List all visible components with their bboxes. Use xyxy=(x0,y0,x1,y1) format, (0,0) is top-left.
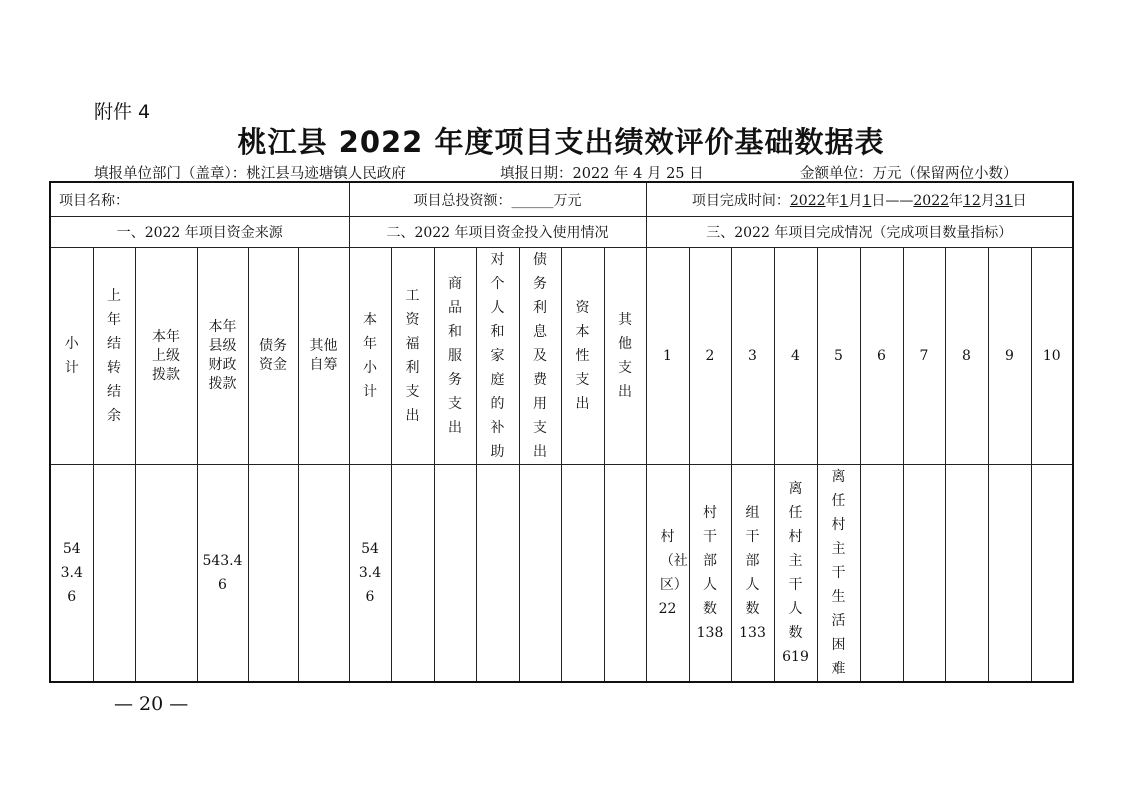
data-cell xyxy=(604,465,646,683)
data-cell xyxy=(519,465,561,683)
data-cell: 组干部人数 133 xyxy=(731,465,774,683)
header-cell: 7 xyxy=(903,248,945,465)
header-cell: 10 xyxy=(1031,248,1073,465)
header-cell: 3 xyxy=(731,248,774,465)
data-cell: 离任村主干人数 619 xyxy=(774,465,817,683)
data-cell xyxy=(248,465,298,683)
data-cell: 村干部人数 138 xyxy=(689,465,731,683)
data-cell xyxy=(434,465,476,683)
data-cell: 543.46 xyxy=(349,465,391,683)
filing-date: 填报日期：2022 年 4 月 25 日 xyxy=(500,166,704,182)
total-investment-cell: 项目总投资额：______万元 xyxy=(349,182,646,217)
header-cell: 本年小计 xyxy=(349,248,391,465)
data-cell xyxy=(298,465,349,683)
data-cell xyxy=(476,465,519,683)
currency-unit: 金额单位：万元（保留两位小数） xyxy=(800,166,1018,182)
data-cell: 543.46 xyxy=(197,465,248,683)
page-number: — 20 — xyxy=(114,693,189,715)
data-cell xyxy=(1031,465,1073,683)
data-cell xyxy=(945,465,988,683)
data-cell: 村（社区） 22 xyxy=(646,465,689,683)
header-cell: 本年县级财政拨款 xyxy=(197,248,248,465)
performance-data-table xyxy=(49,181,1074,683)
header-cell: 对个人和家庭的补助 xyxy=(476,248,519,465)
header-cell: 商品和服务支出 xyxy=(434,248,476,465)
header-cell: 2 xyxy=(689,248,731,465)
header-cell: 其他自筹 xyxy=(298,248,349,465)
data-cell xyxy=(561,465,604,683)
header-cell: 上年结转结余 xyxy=(93,248,135,465)
section-completion: 三、2022 年项目完成情况（完成项目数量指标） xyxy=(646,217,1073,248)
page-title: 桃江县 2022 年度项目支出绩效评价基础数据表 xyxy=(237,125,885,159)
data-cell xyxy=(860,465,903,683)
header-cell: 5 xyxy=(817,248,860,465)
section-usage: 二、2022 年项目资金投入使用情况 xyxy=(349,217,646,248)
data-cell xyxy=(988,465,1031,683)
attachment-label: 附件 4 xyxy=(94,101,151,123)
header-cell: 9 xyxy=(988,248,1031,465)
completion-time-cell: 项目完成时间：2022年1月1日——2022年12月31日 xyxy=(646,182,1073,217)
header-cell: 其他支出 xyxy=(604,248,646,465)
data-cell xyxy=(391,465,434,683)
header-cell: 8 xyxy=(945,248,988,465)
header-cell: 小计 xyxy=(50,248,93,465)
data-cell xyxy=(135,465,197,683)
header-cell: 债务利息及费用支出 xyxy=(519,248,561,465)
section-source: 一、2022 年项目资金来源 xyxy=(50,217,349,248)
header-cell: 工资福利支出 xyxy=(391,248,434,465)
data-cell: 离任村主干生活困难 xyxy=(817,465,860,683)
header-cell: 1 xyxy=(646,248,689,465)
header-cell: 4 xyxy=(774,248,817,465)
header-cell: 6 xyxy=(860,248,903,465)
filing-unit: 填报单位部门（盖章）：桃江县马迹塘镇人民政府 xyxy=(94,166,406,182)
header-cell: 本年上级拨款 xyxy=(135,248,197,465)
header-cell: 债务资金 xyxy=(248,248,298,465)
data-cell xyxy=(903,465,945,683)
project-name-cell: 项目名称： xyxy=(50,182,349,217)
data-cell: 543.46 xyxy=(50,465,93,683)
data-cell xyxy=(93,465,135,683)
header-cell: 资本性支出 xyxy=(561,248,604,465)
